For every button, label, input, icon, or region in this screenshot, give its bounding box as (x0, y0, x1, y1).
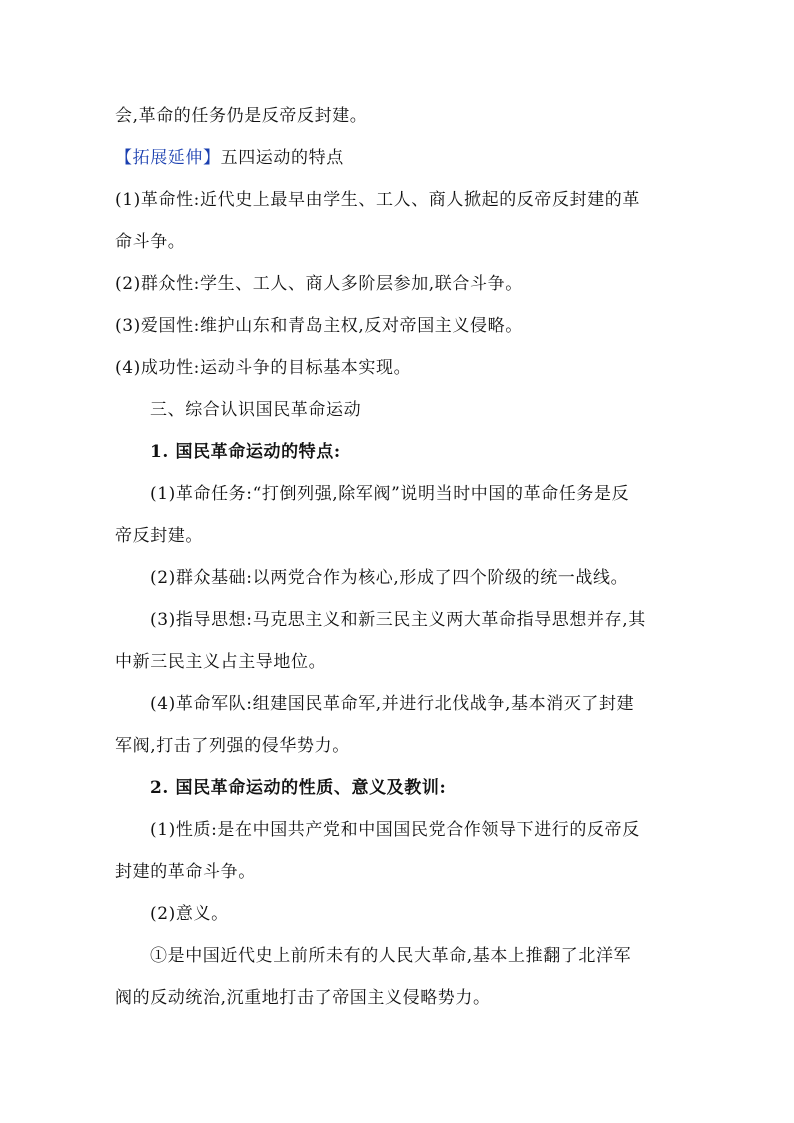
extension-tag: 【拓展延伸】 (115, 148, 221, 168)
text-line: (4)成功性:运动斗争的目标基本实现。 (115, 358, 412, 378)
subsection-heading: 1. 国民革命运动的特点: (150, 442, 341, 462)
text-line: (2)意义。 (150, 904, 229, 924)
extension-heading (115, 146, 715, 170)
text-line: 军阀,打击了列强的侵华势力。 (115, 736, 350, 756)
text-line: 中新三民主义占主导地位。 (115, 652, 327, 672)
extension-title: 五四运动的特点 (220, 148, 344, 168)
text-line: (3)爱国性:维护山东和青岛主权,反对帝国主义侵略。 (115, 316, 523, 336)
text-line: (2)群众基础:以两党合作为核心,形成了四个阶级的统一战线。 (150, 568, 629, 588)
section-heading: 三、综合认识国民革命运动 (150, 400, 362, 420)
text-line: (3)指导思想:马克思主义和新三民主义两大革命指导思想并存,其 (150, 610, 646, 630)
text-line: 帝反封建。 (115, 526, 203, 546)
text-line: (1)性质:是在中国共产党和中国国民党合作领导下进行的反帝反 (150, 820, 640, 840)
text-line: 命斗争。 (115, 232, 186, 252)
subsection-heading: 2. 国民革命运动的性质、意义及教训: (150, 778, 447, 798)
text-line: 封建的革命斗争。 (115, 862, 256, 882)
text-line: (1)革命任务:“打倒列强,除军阀”说明当时中国的革命任务是反 (150, 484, 630, 504)
text-line: (1)革命性:近代史上最早由学生、工人、商人掀起的反帝反封建的革 (115, 190, 641, 210)
text-line: (4)革命军队:组建国民革命军,并进行北伐战争,基本消灭了封建 (150, 694, 635, 714)
text-line: (2)群众性:学生、工人、商人多阶层参加,联合斗争。 (115, 274, 523, 294)
text-line: 阀的反动统治,沉重地打击了帝国主义侵略势力。 (115, 988, 491, 1008)
text-line: 会,革命的任务仍是反帝反封建。 (115, 106, 368, 126)
text-line: ①是中国近代史上前所未有的人民大革命,基本上推翻了北洋军 (150, 946, 632, 966)
